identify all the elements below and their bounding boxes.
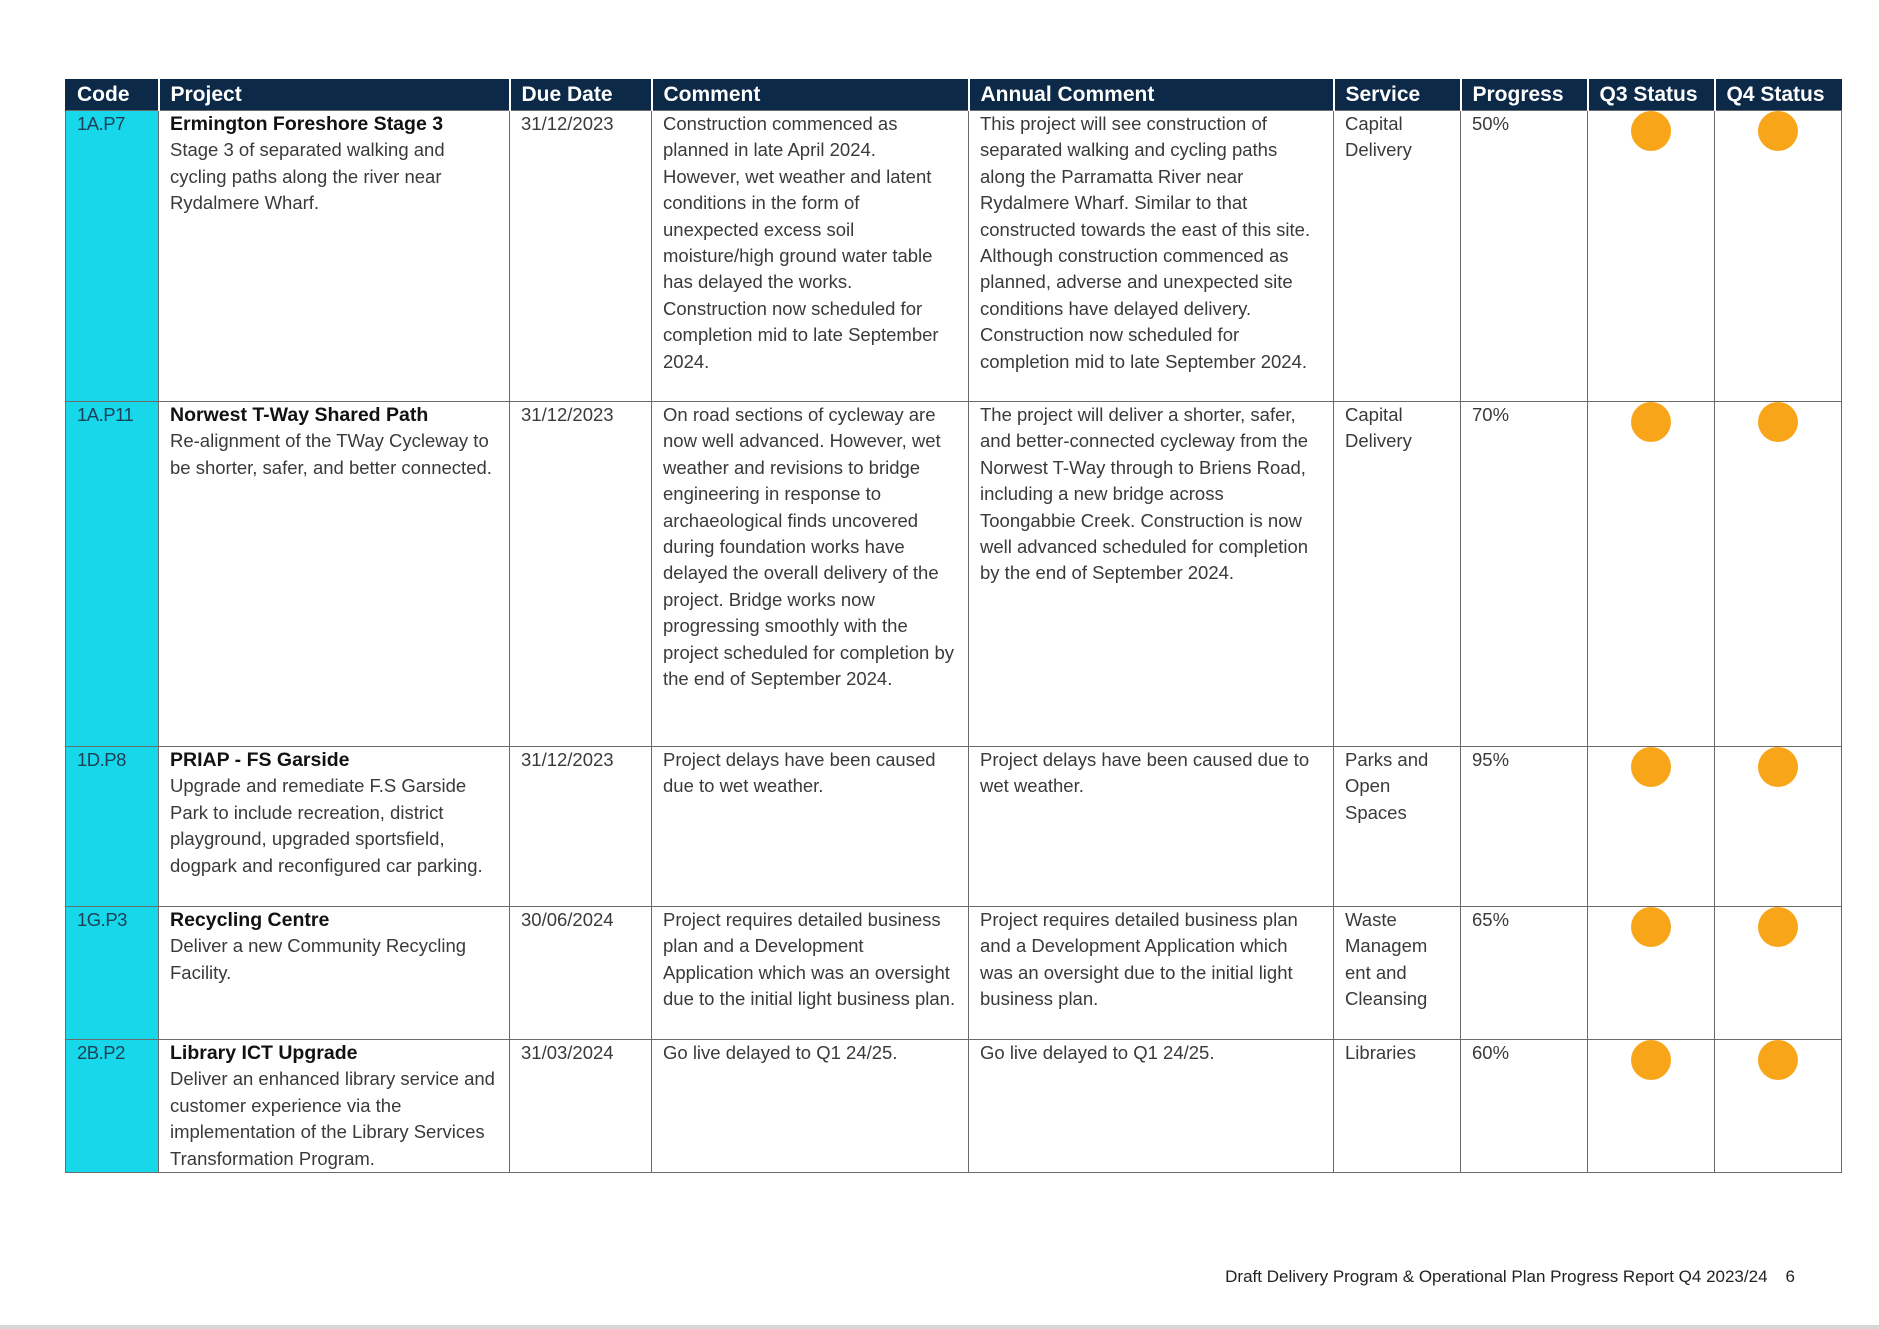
- report-title: Draft Delivery Program & Operational Plan Progress Report Q4 2023/24: [1225, 1267, 1768, 1286]
- header-comment: Comment: [652, 79, 969, 111]
- project-code: 1A.P7: [66, 111, 159, 402]
- q3-status-cell: [1588, 1040, 1715, 1173]
- progress-table: [65, 79, 1842, 1173]
- annual-comment: Project delays have been caused due to wet weather.: [969, 747, 1334, 907]
- service: Parks and Open Spaces: [1334, 747, 1461, 907]
- table-row: [66, 1040, 1842, 1173]
- project-title: PRIAP - FS Garside: [170, 749, 350, 771]
- q3-status-cell: [1588, 747, 1715, 907]
- status-dot-icon: [1631, 747, 1671, 787]
- header-annual-comment: Annual Comment: [969, 79, 1334, 111]
- status-dot-icon: [1758, 111, 1798, 151]
- annual-comment: Project requires detailed business plan and a Development Application which was an oversight due to the initial light business plan.: [969, 907, 1334, 1040]
- due-date: 31/03/2024: [510, 1040, 652, 1173]
- progress: 60%: [1461, 1040, 1588, 1173]
- header-progress: Progress: [1461, 79, 1588, 111]
- service: Capital Delivery: [1334, 402, 1461, 747]
- project-cell: [159, 1040, 510, 1173]
- status-dot-icon: [1758, 1040, 1798, 1080]
- table-row: [66, 402, 1842, 747]
- q4-status-cell: [1715, 111, 1842, 402]
- header-project: Project: [159, 79, 510, 111]
- project-description: Upgrade and remediate F.S Garside Park to include recreation, district playground, upgraded sportsfield, dogpark and reconfigured car parking.: [170, 775, 483, 876]
- comment: On road sections of cycleway are now well advanced. However, wet weather and revisions to bridge engineering in response to archaeological finds uncovered during foundation works have delayed the overall delivery of the project. Bridge works now progressing smoothly with the project scheduled for completion by the end of September 2024.: [652, 402, 969, 747]
- q3-status-cell: [1588, 907, 1715, 1040]
- project-title: Recycling Centre: [170, 909, 330, 931]
- service: Waste Managem ent and Cleansing: [1334, 907, 1461, 1040]
- header-q3-status: Q3 Status: [1588, 79, 1715, 111]
- project-cell: [159, 747, 510, 907]
- comment: Project delays have been caused due to wet weather.: [652, 747, 969, 907]
- table-row: [66, 907, 1842, 1040]
- service: Libraries: [1334, 1040, 1461, 1173]
- project-code: 1G.P3: [66, 907, 159, 1040]
- header-code: Code: [66, 79, 159, 111]
- q4-status-cell: [1715, 1040, 1842, 1173]
- table-row: [66, 111, 1842, 402]
- status-dot-icon: [1758, 402, 1798, 442]
- q4-status-cell: [1715, 402, 1842, 747]
- table-row: [66, 747, 1842, 907]
- q3-status-cell: [1588, 402, 1715, 747]
- status-dot-icon: [1631, 907, 1671, 947]
- project-cell: [159, 111, 510, 402]
- service: Capital Delivery: [1334, 111, 1461, 402]
- progress: 50%: [1461, 111, 1588, 402]
- project-code: 2B.P2: [66, 1040, 159, 1173]
- page-bottom-divider: [0, 1325, 1879, 1329]
- annual-comment: Go live delayed to Q1 24/25.: [969, 1040, 1334, 1173]
- status-dot-icon: [1631, 402, 1671, 442]
- progress: 65%: [1461, 907, 1588, 1040]
- table-header: [66, 79, 1842, 111]
- comment: Go live delayed to Q1 24/25.: [652, 1040, 969, 1173]
- annual-comment: This project will see construction of separated walking and cycling paths along the Parramatta River near Rydalmere Wharf. Similar to that constructed towards the east of this site. Although construction commenced as planned, adverse and unexpected site conditions have delayed delivery. Construction now scheduled for completion mid to late September 2024.: [969, 111, 1334, 402]
- status-dot-icon: [1631, 1040, 1671, 1080]
- q3-status-cell: [1588, 111, 1715, 402]
- status-dot-icon: [1758, 747, 1798, 787]
- due-date: 31/12/2023: [510, 402, 652, 747]
- project-cell: [159, 907, 510, 1040]
- project-code: 1A.P11: [66, 402, 159, 747]
- header-service: Service: [1334, 79, 1461, 111]
- project-description: Deliver an enhanced library service and customer experience via the implementation of the Library Services Transformation Program.: [170, 1068, 495, 1169]
- q4-status-cell: [1715, 907, 1842, 1040]
- progress: 95%: [1461, 747, 1588, 907]
- project-title: Library ICT Upgrade: [170, 1042, 358, 1064]
- header-due-date: Due Date: [510, 79, 652, 111]
- page-number: 6: [1785, 1267, 1795, 1286]
- q4-status-cell: [1715, 747, 1842, 907]
- annual-comment: The project will deliver a shorter, safer, and better-connected cycleway from the Norwest T-Way through to Briens Road, including a new bridge across Toongabbie Creek. Construction is now well advanced scheduled for completion by the end of September 2024.: [969, 402, 1334, 747]
- status-dot-icon: [1631, 111, 1671, 151]
- page-footer: [1225, 1267, 1795, 1287]
- progress: 70%: [1461, 402, 1588, 747]
- comment: Project requires detailed business plan and a Development Application which was an oversight due to the initial light business plan.: [652, 907, 969, 1040]
- status-dot-icon: [1758, 907, 1798, 947]
- due-date: 30/06/2024: [510, 907, 652, 1040]
- project-title: Ermington Foreshore Stage 3: [170, 113, 444, 135]
- project-description: Stage 3 of separated walking and cycling paths along the river near Rydalmere Wharf.: [170, 139, 445, 214]
- header-q4-status: Q4 Status: [1715, 79, 1842, 111]
- project-description: Deliver a new Community Recycling Facility.: [170, 935, 467, 983]
- project-code: 1D.P8: [66, 747, 159, 907]
- due-date: 31/12/2023: [510, 111, 652, 402]
- due-date: 31/12/2023: [510, 747, 652, 907]
- project-title: Norwest T-Way Shared Path: [170, 404, 429, 426]
- project-cell: [159, 402, 510, 747]
- comment: Construction commenced as planned in late April 2024. However, wet weather and latent conditions in the form of unexpected excess soil moisture/high ground water table has delayed the works. Construction now scheduled for completion mid to late September 2024.: [652, 111, 969, 402]
- project-description: Re-alignment of the TWay Cycleway to be shorter, safer, and better connected.: [170, 430, 492, 478]
